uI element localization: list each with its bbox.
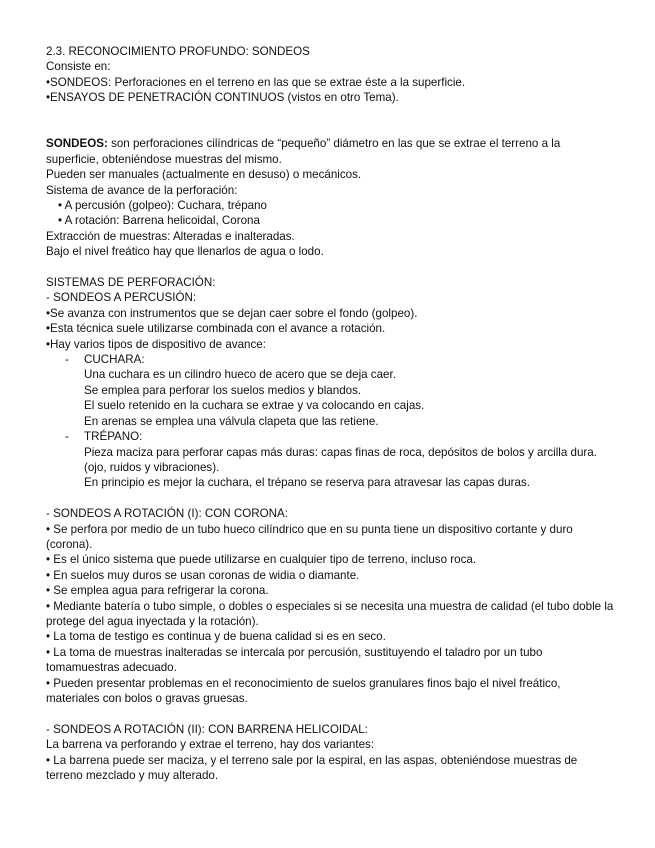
sondeos-definition-paragraph xyxy=(46,136,616,167)
cuchara-title: CUCHARA: xyxy=(84,353,145,367)
percusion-bullet: •Esta técnica suele utilizarse combinada con el avance a rotación. xyxy=(46,322,386,336)
corona-bullet: • Pueden presentar problemas en el reconocimiento de suelos granulares finos bajo el nivel freático, materiales con bolos o gravas gruesas. xyxy=(46,676,561,705)
corona-title: - SONDEOS A ROTACIÓN (I): CON CORONA: xyxy=(46,507,288,521)
corona-bullet: • Se emplea agua para refrigerar la corona. xyxy=(46,584,269,598)
corona-bullet: • La toma de testigo es continua y de buena calidad si es en seco. xyxy=(46,630,386,644)
avance-item-rotacion: • A rotación: Barrena helicoidal, Corona xyxy=(58,214,260,228)
sondeos-sistema-avance: Sistema de avance de la perforación: xyxy=(46,183,238,197)
percusion-bullet: •Se avanza con instrumentos que se dejan caer sobre el fondo (golpeo). xyxy=(46,306,418,320)
trepano-title: TRÉPANO: xyxy=(84,430,143,444)
cuchara-line: Una cuchara es un cilindro hueco de acero que se deja caer. xyxy=(84,368,396,382)
barrena-title: - SONDEOS A ROTACIÓN (II): CON BARRENA HELICOIDAL: xyxy=(46,722,368,736)
spacer xyxy=(46,706,616,721)
sondeos-label: SONDEOS: xyxy=(46,137,108,151)
spacer xyxy=(46,121,616,136)
dash-marker: - xyxy=(65,430,69,444)
corona-bullet: • Es el único sistema que puede utilizarse en cualquier tipo de terreno, incluso roca. xyxy=(46,553,477,567)
sondeos-definition-text: son perforaciones cilíndricas de “pequeño” diámetro en las que se extrae el terreno a la superficie, obteniéndose muestras del mismo. xyxy=(46,137,561,166)
intro-consiste: Consiste en: xyxy=(46,60,111,74)
intro-bullet-ensayos: •ENSAYOS DE PENETRACIÓN CONTINUOS (vistos en otro Tema). xyxy=(46,91,399,105)
corona-bullet: • Mediante batería o tubo simple, o dobles o especiales si se necesita una muestra de calidad (el tubo doble la protege del agua inyectada y la rotación). xyxy=(46,599,614,628)
intro-bullet-sondeos: •SONDEOS: Perforaciones en el terreno en las que se extrae éste a la superficie. xyxy=(46,75,466,89)
section-title: 2.3. RECONOCIMIENTO PROFUNDO: SONDEOS xyxy=(46,45,310,58)
avance-item-percusion: • A percusión (golpeo): Cuchara, trépano xyxy=(58,199,268,213)
percusion-bullet: •Hay varios tipos de dispositivo de avance: xyxy=(46,337,266,351)
spacer xyxy=(46,260,616,275)
sondeos-extraccion: Extracción de muestras: Alteradas e inalteradas. xyxy=(46,229,295,243)
barrena-bullet: • La barrena puede ser maciza, y el terreno sale por la espiral, en las aspas, obteniéndose muestras de terreno mezclado y muy alterado. xyxy=(46,753,578,783)
sistemas-title: SISTEMAS DE PERFORACIÓN: xyxy=(46,276,216,290)
barrena-intro: La barrena va perforando y extrae el terreno, hay dos variantes: xyxy=(46,738,375,752)
corona-bullet: • Se perfora por medio de un tubo hueco cilíndrico que en su punta tiene un dispositivo cortante y duro (corona). xyxy=(46,522,573,551)
spacer xyxy=(46,106,616,121)
percusion-title: - SONDEOS A PERCUSIÓN: xyxy=(46,291,197,305)
corona-bullet: • En suelos muy duros se usan coronas de widia o diamante. xyxy=(46,568,360,582)
corona-bullet: • La toma de muestras inalteradas se intercala por percusión, sustituyendo el taladro por un tubo tomamuestras adecuado. xyxy=(46,645,543,675)
spacer xyxy=(46,491,616,506)
cuchara-line: Se emplea para perforar los suelos medios y blandos. xyxy=(84,383,362,397)
trepano-heading xyxy=(46,429,616,444)
sondeos-manuales: Pueden ser manuales (actualmente en desuso) o mecánicos. xyxy=(46,168,362,182)
trepano-line: En principio es mejor la cuchara, el trépano se reserva para atravesar las capas duras. xyxy=(84,476,530,490)
cuchara-heading xyxy=(46,352,616,367)
dash-marker: - xyxy=(65,353,69,367)
cuchara-line: El suelo retenido en la cuchara se extrae y va colocando en cajas. xyxy=(84,399,425,413)
cuchara-line: En arenas se emplea una válvula clapeta que las retiene. xyxy=(84,414,379,428)
trepano-line: Pieza maciza para perforar capas más duras: capas finas de roca, depósitos de bolos y arcilla dura.(ojo, ruidos y vibraciones). xyxy=(84,445,597,474)
document-page xyxy=(46,44,616,783)
sondeos-freatico: Bajo el nivel freático hay que llenarlos de agua o lodo. xyxy=(46,245,324,259)
